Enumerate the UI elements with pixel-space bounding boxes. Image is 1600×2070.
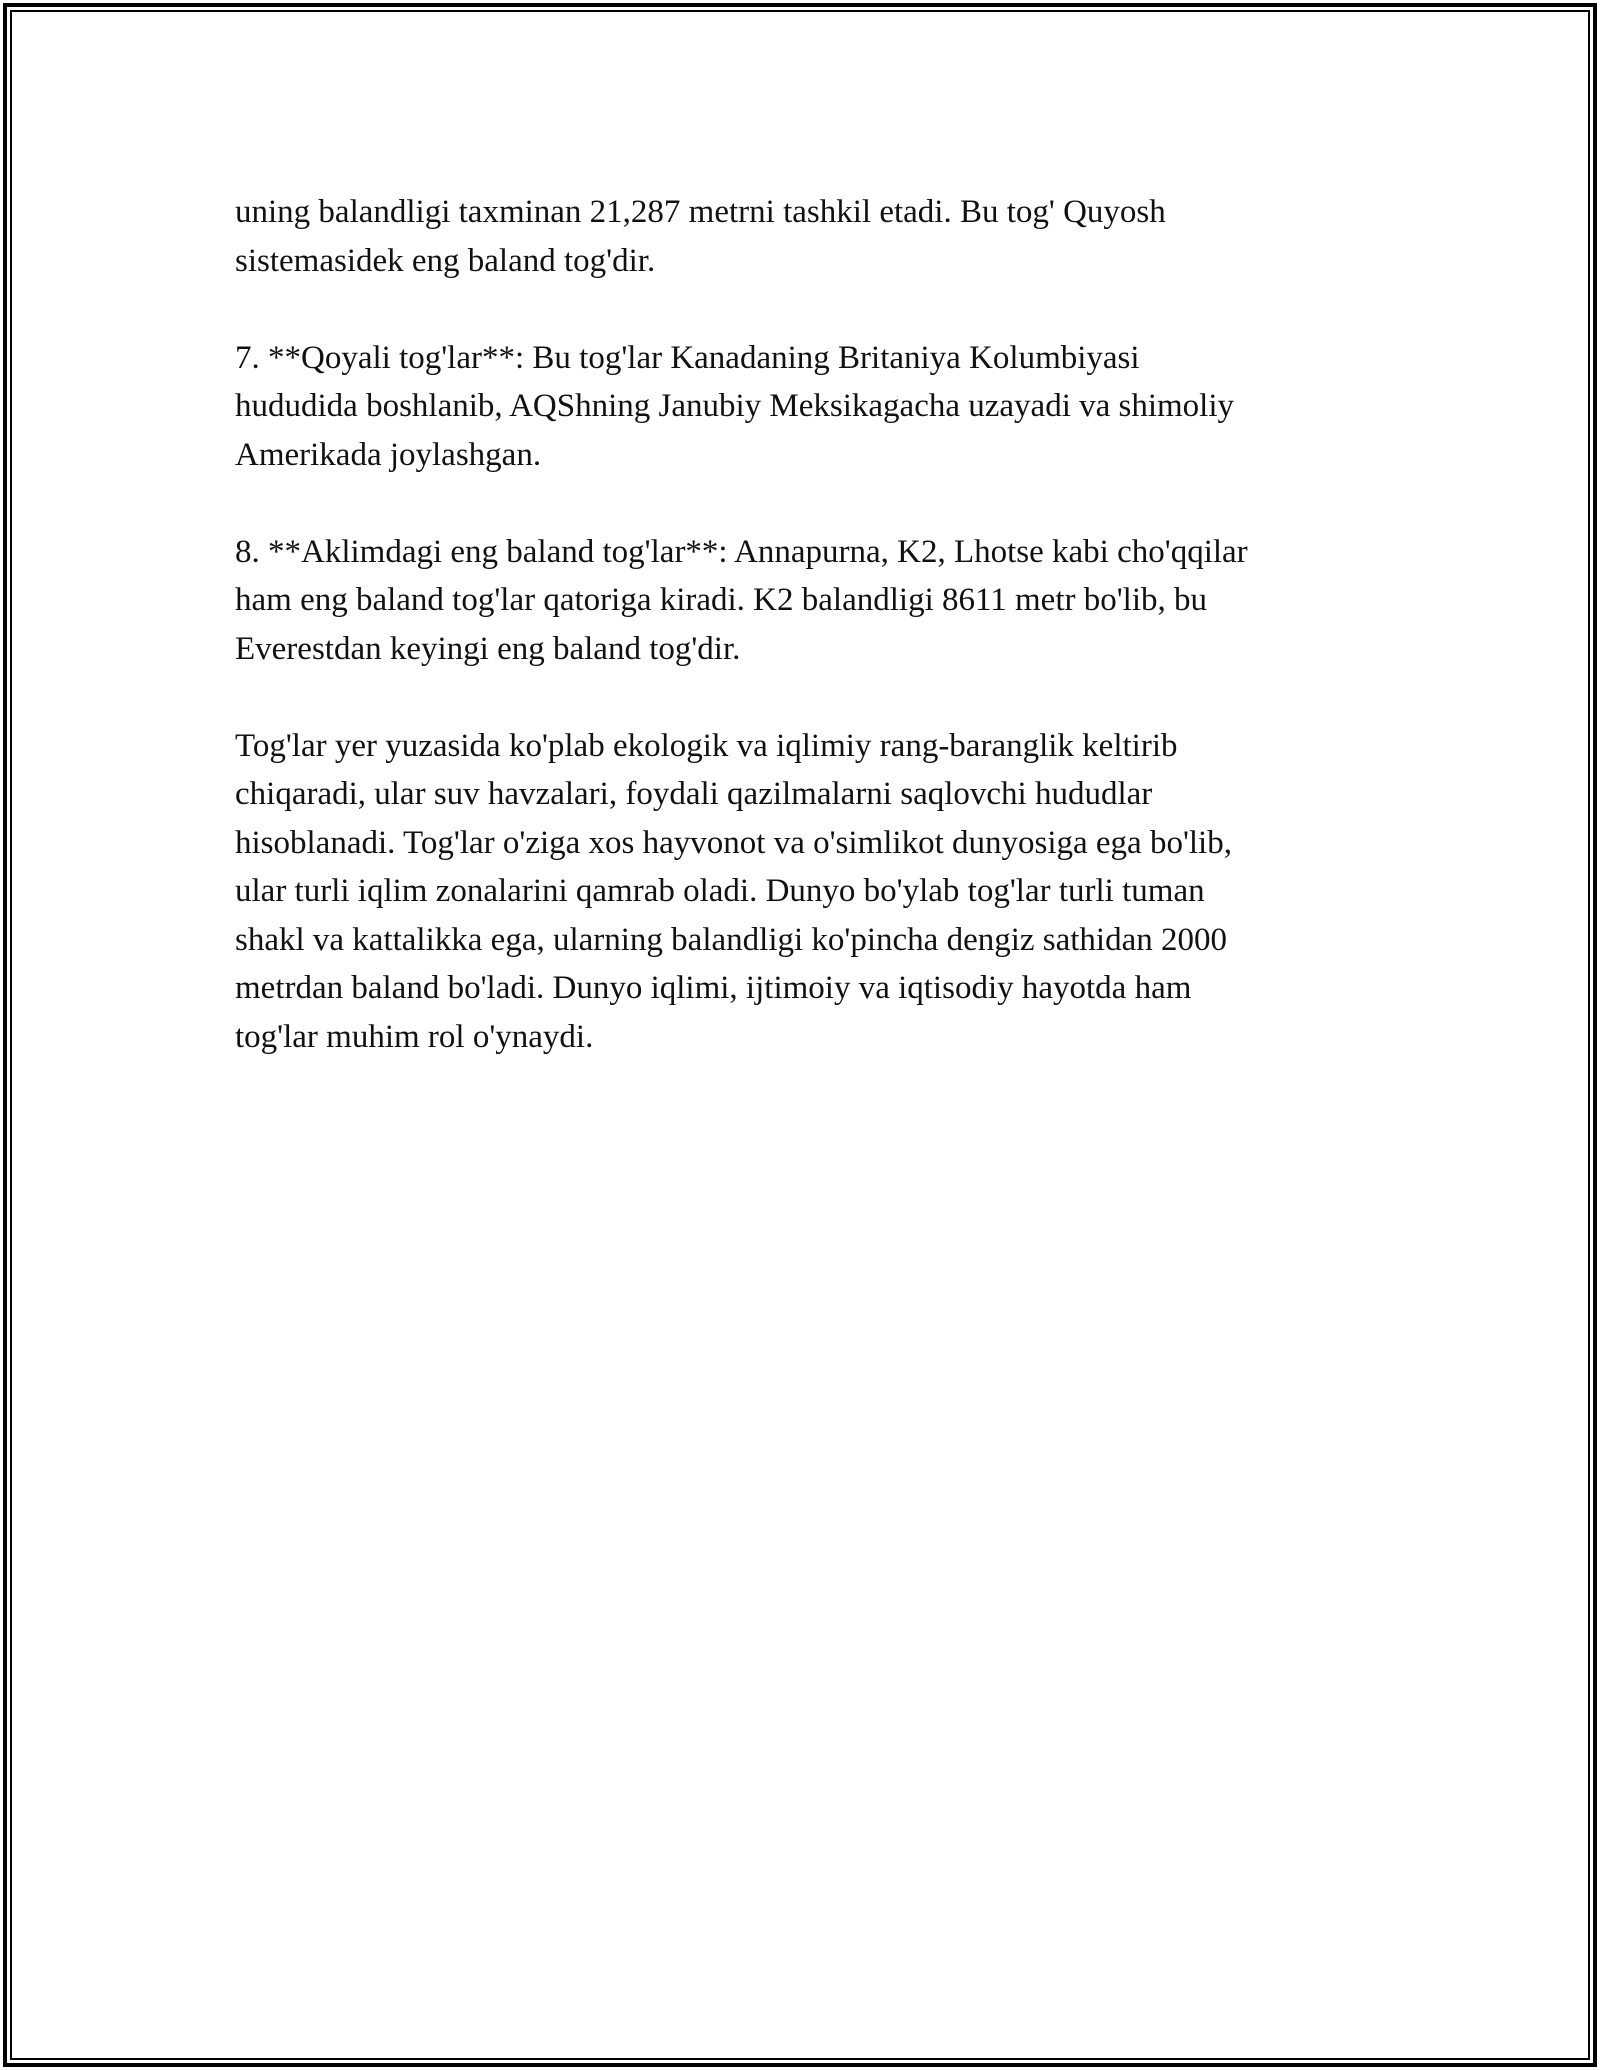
text-line: shakl va kattalikka ega, ularning balandligi ko'pincha dengiz sathidan 2000: [235, 921, 1227, 958]
text-line: Amerikada joylashgan.: [235, 436, 542, 473]
text-line: ular turli iqlim zonalarini qamrab oladi. Dunyo bo'ylab tog'lar turli tuman: [235, 873, 1205, 909]
text-line: ham eng baland tog'lar qatoriga kiradi. K2 balandligi 8611 metr bo'lib, bu: [235, 582, 1208, 618]
document-body: [235, 188, 1385, 1110]
paragraph-conclusion: [235, 722, 1385, 1062]
text-line: metrdan baland bo'ladi. Dunyo iqlimi, ijtimoiy va iqtisodiy hayotda ham: [235, 970, 1192, 1006]
paragraph-highest-peaks: [235, 528, 1385, 674]
text-line: uning balandligi taxminan 21,287 metrni tashkil etadi. Bu tog' Quyosh: [235, 194, 1166, 230]
paragraph-rocky-mountains: [235, 334, 1385, 480]
paragraph-mountain-height: [235, 188, 1385, 285]
text-line: tog'lar muhim rol o'ynaydi.: [235, 1018, 594, 1055]
text-line: sistemasidek eng baland tog'dir.: [235, 242, 656, 279]
text-line: Tog'lar yer yuzasida ko'plab ekologik va iqlimiy rang-baranglik keltirib: [235, 727, 1178, 764]
text-line: chiqaradi, ular suv havzalari, foydali qazilmalarni saqlovchi hududlar: [235, 776, 1153, 812]
text-line: hududida boshlanib, AQShning Janubiy Meksikagacha uzayadi va shimoliy: [235, 388, 1235, 424]
text-line: 8. **Aklimdagi eng baland tog'lar**: Annapurna, K2, Lhotse kabi cho'qqilar: [235, 533, 1248, 570]
text-line: hisoblanadi. Tog'lar o'ziga xos hayvonot va o'simlikot dunyosiga ega bo'lib,: [235, 824, 1232, 861]
text-line: Everestdan keyingi eng baland tog'dir.: [235, 630, 741, 667]
text-line: 7. **Qoyali tog'lar**: Bu tog'lar Kanadaning Britaniya Kolumbiyasi: [235, 339, 1140, 376]
